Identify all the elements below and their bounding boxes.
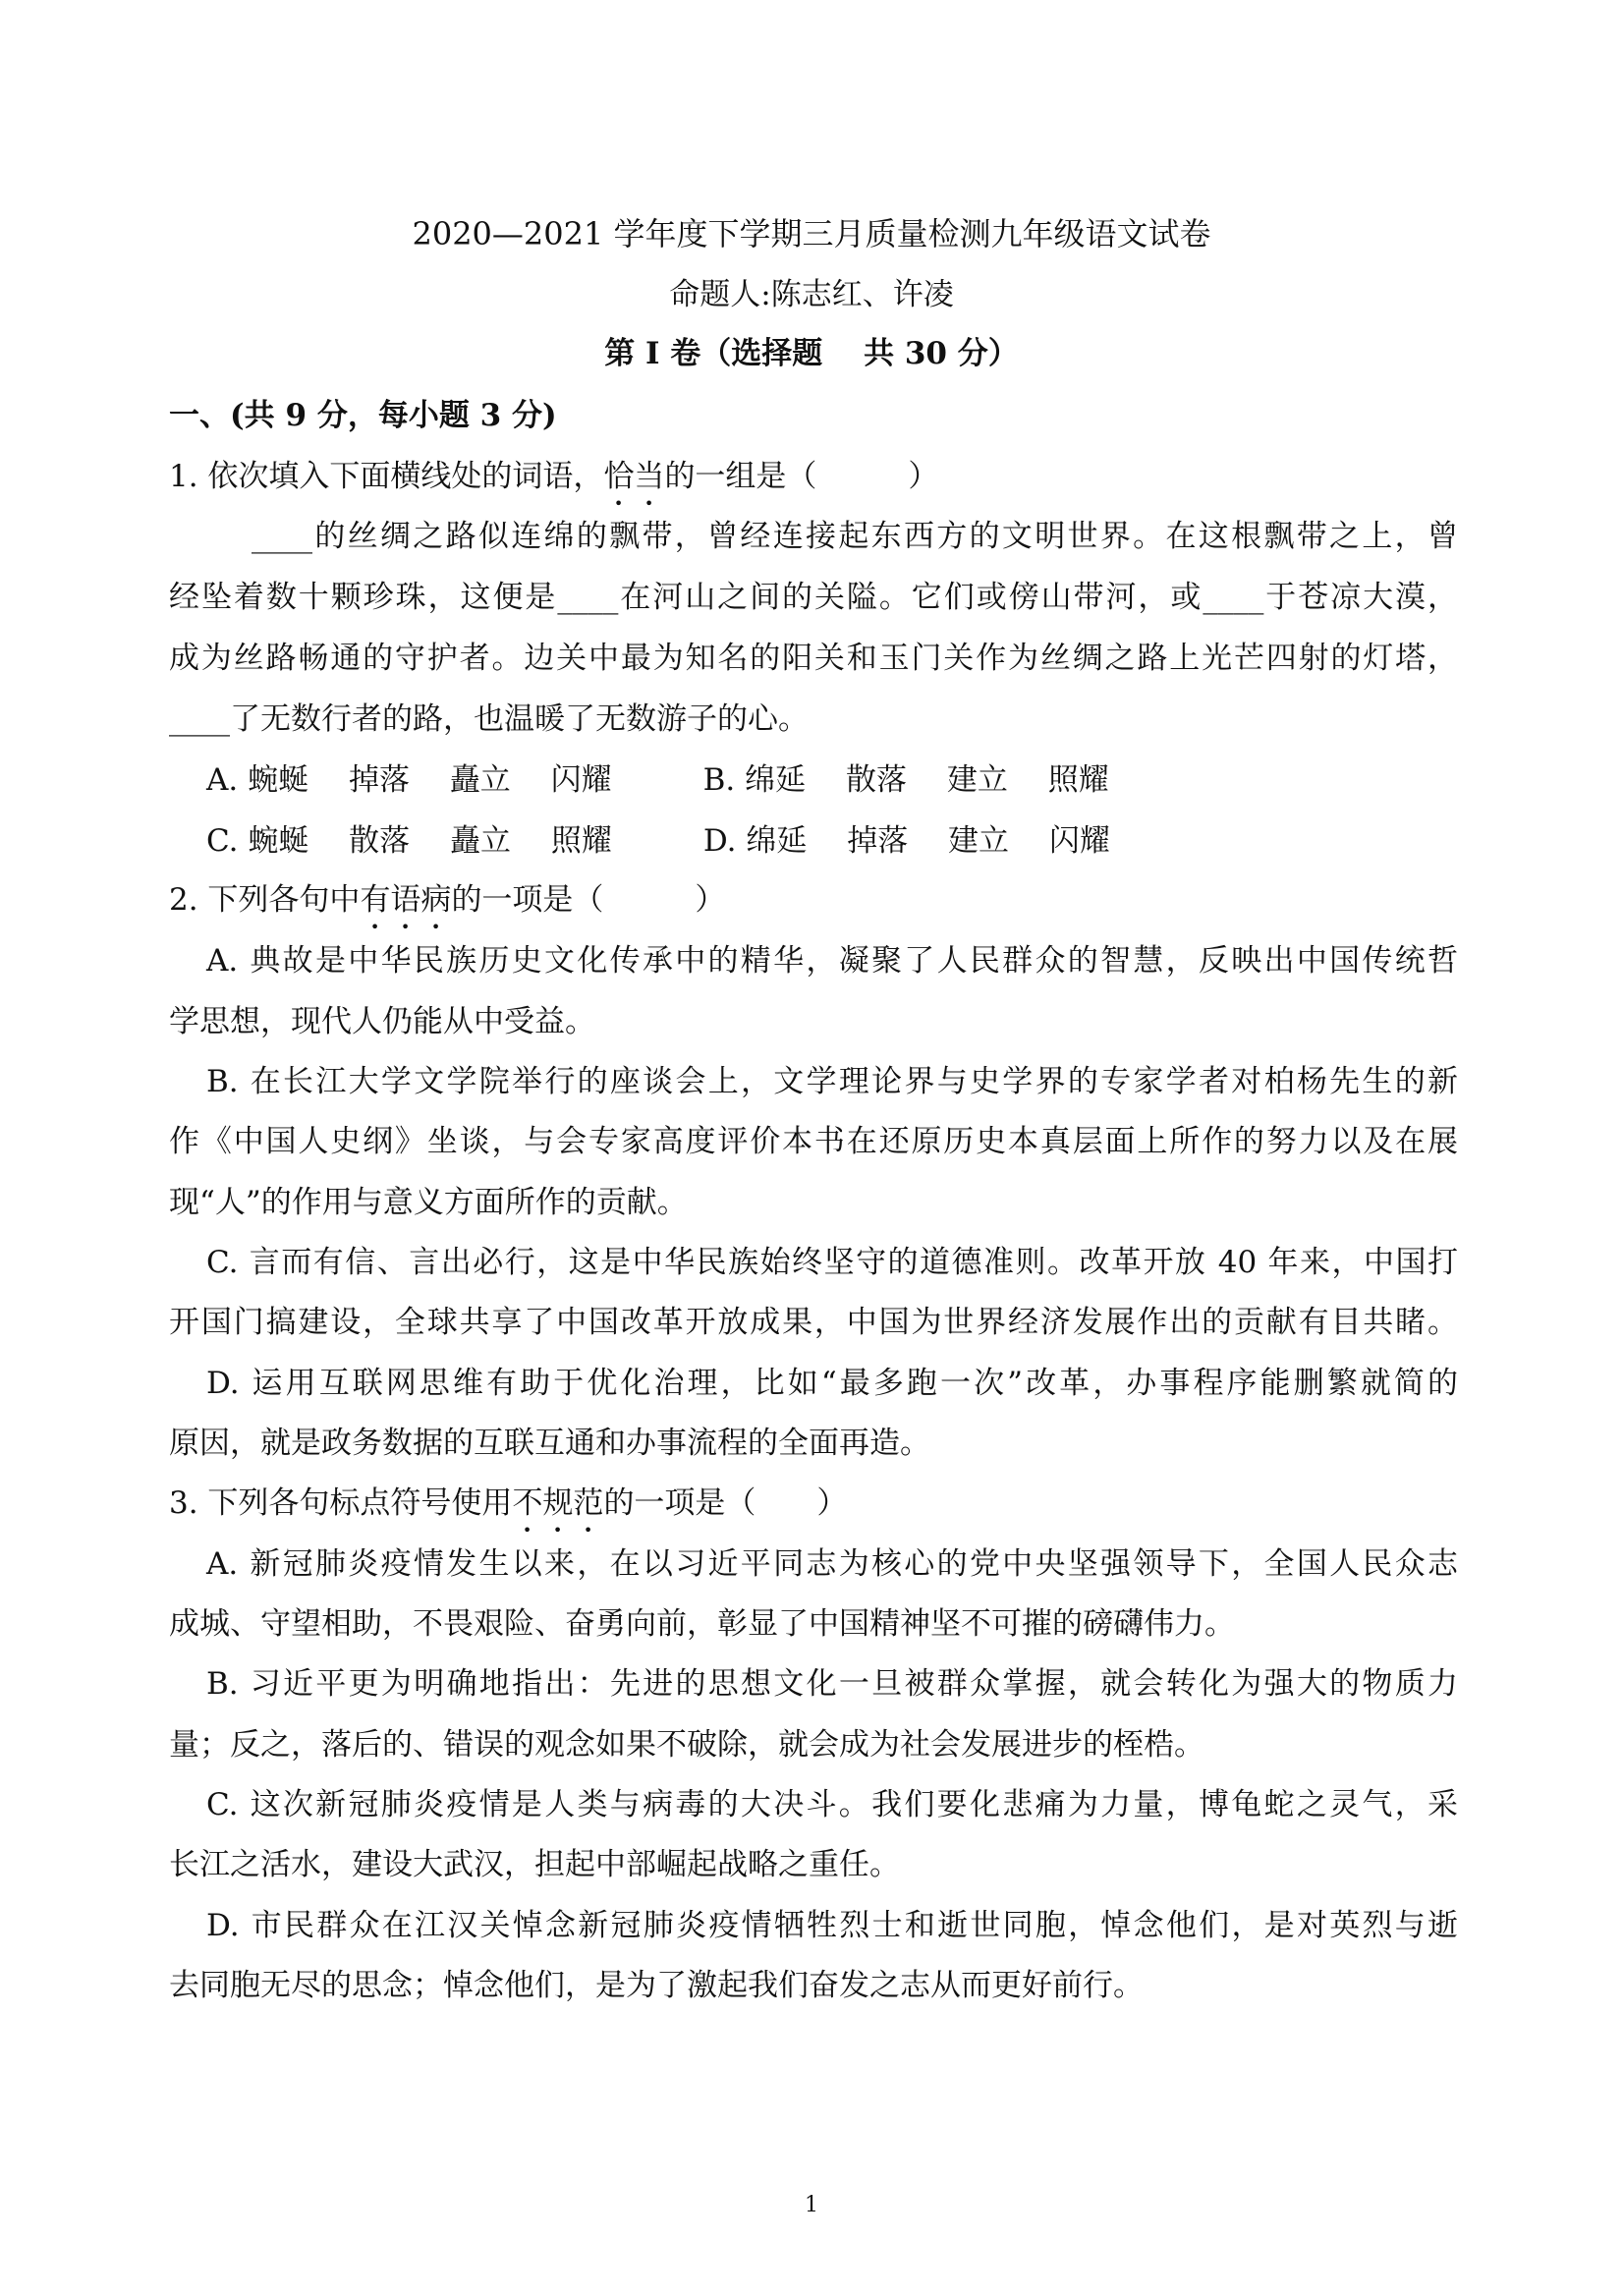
question-1-passage-line: ____的丝绸之路似连绵的飘带，曾经连接起东西方的文明世界。在这根飘带之上，曾: [252, 519, 1458, 554]
exam-title: 2020—2021 学年度下学期三月质量检测九年级语文试卷: [412, 215, 1211, 252]
exam-authors: 命题人:陈志红、许凌: [669, 277, 954, 312]
question-3-stem-tail: 的一项是（ ）: [603, 1485, 848, 1521]
question-2-emphasis: 有语病: [360, 882, 452, 918]
question-2-option-line: B. 在长江大学文学院举行的座谈会上，文学理论界与史学界的专家学者对柏杨先生的新: [206, 1064, 1458, 1099]
question-2-option-line: D. 运用互联网思维有助于优化治理，比如“最多跑一次”改革，办事程序能删繁就简的: [206, 1366, 1458, 1401]
question-2-option-line: 学思想，现代人仍能从中受益。: [169, 1004, 595, 1039]
section-heading: 一、(共 9 分，每小题 3 分): [169, 398, 557, 433]
question-3-emphasis: 不规范: [512, 1485, 604, 1521]
question-3-option-line: 长江之活水，建设大武汉，担起中部崛起战略之重任。: [169, 1847, 900, 1882]
question-3-option-line: A. 新冠肺炎疫情发生以来，在以习近平同志为核心的党中央坚强领导下，全国人民众志: [206, 1546, 1458, 1582]
question-3-option-line: B. 习近平更为明确地指出：先进的思想文化一旦被群众掌握，就会转化为强大的物质力: [206, 1666, 1458, 1702]
question-2-option-line: A. 典故是中华民族历史文化传承中的精华，凝聚了人民群众的智慧，反映出中国传统哲: [206, 943, 1458, 979]
question-2-option-line: 作《中国人史纲》坐谈，与会专家高度评价本书在还原历史本真层面上所作的努力以及在展: [169, 1124, 1458, 1159]
question-1-passage-line: 成为丝路畅通的守护者。边关中最为知名的阳关和玉门关作为丝绸之路上光芒四射的灯塔，: [169, 641, 1458, 676]
question-1-options: A. 蜿蜒 掉落 矗立 闪耀 B. 绵延 散落 建立 照耀: [206, 762, 1109, 798]
question-1-stem-text: 1. 依次填入下面横线处的词语，: [169, 459, 604, 494]
question-2-option-line: 现“人”的作用与意义方面所作的贡献。: [169, 1185, 688, 1220]
question-3-option-line: 量；反之，落后的、错误的观念如果不破除，就会成为社会发展进步的桎梏。: [169, 1727, 1204, 1763]
question-1-passage-line: 经坠着数十颗珍珠，这便是____在河山之间的关隘。它们或傍山带河，或____于苍凉大漠，: [169, 580, 1458, 615]
volume-heading: 第 I 卷（选择题 共 30 分）: [604, 336, 1019, 371]
question-1-stem-tail: 的一组是（ ）: [664, 459, 939, 494]
page-number: 1: [805, 2193, 818, 2217]
question-2-option-line: 原因，就是政务数据的互联互通和办事流程的全面再造。: [169, 1426, 930, 1461]
question-3-option-line: 去同胞无尽的思念；悼念他们，是为了激起我们奋发之志从而更好前行。: [169, 1968, 1144, 2003]
question-2-stem: [169, 880, 725, 936]
question-2-option-line: 开国门搞建设，全球共享了中国改革开放成果，中国为世界经济发展作出的贡献有目共睹。: [169, 1305, 1458, 1340]
question-3-option-line: D. 市民群众在江汉关悼念新冠肺炎疫情牺牲烈士和逝世同胞，悼念他们，是对英烈与逝: [206, 1908, 1458, 1943]
question-3-option-line: 成城、守望相助，不畏艰险、奋勇向前，彰显了中国精神坚不可摧的磅礴伟力。: [169, 1606, 1235, 1642]
question-1-emphasis: 恰当: [603, 459, 665, 494]
question-3-stem: [169, 1484, 847, 1540]
question-2-stem-text: 2. 下列各句中: [169, 882, 361, 918]
question-1-stem: [169, 457, 938, 513]
question-2-option-line: C. 言而有信、言出必行，这是中华民族始终坚守的道德准则。改革开放 40 年来，中国打: [206, 1245, 1458, 1280]
question-1-passage-line: ____了无数行者的路，也温暖了无数游子的心。: [169, 701, 809, 737]
question-1-options: C. 蜿蜒 散落 矗立 照耀 D. 绵延 掉落 建立 闪耀: [206, 823, 1110, 859]
question-3-option-line: C. 这次新冠肺炎疫情是人类与病毒的大决斗。我们要化悲痛为力量，博龟蛇之灵气，采: [206, 1787, 1458, 1822]
question-3-stem-text: 3. 下列各句标点符号使用: [169, 1485, 513, 1521]
question-2-stem-tail: 的一项是（ ）: [451, 882, 726, 918]
